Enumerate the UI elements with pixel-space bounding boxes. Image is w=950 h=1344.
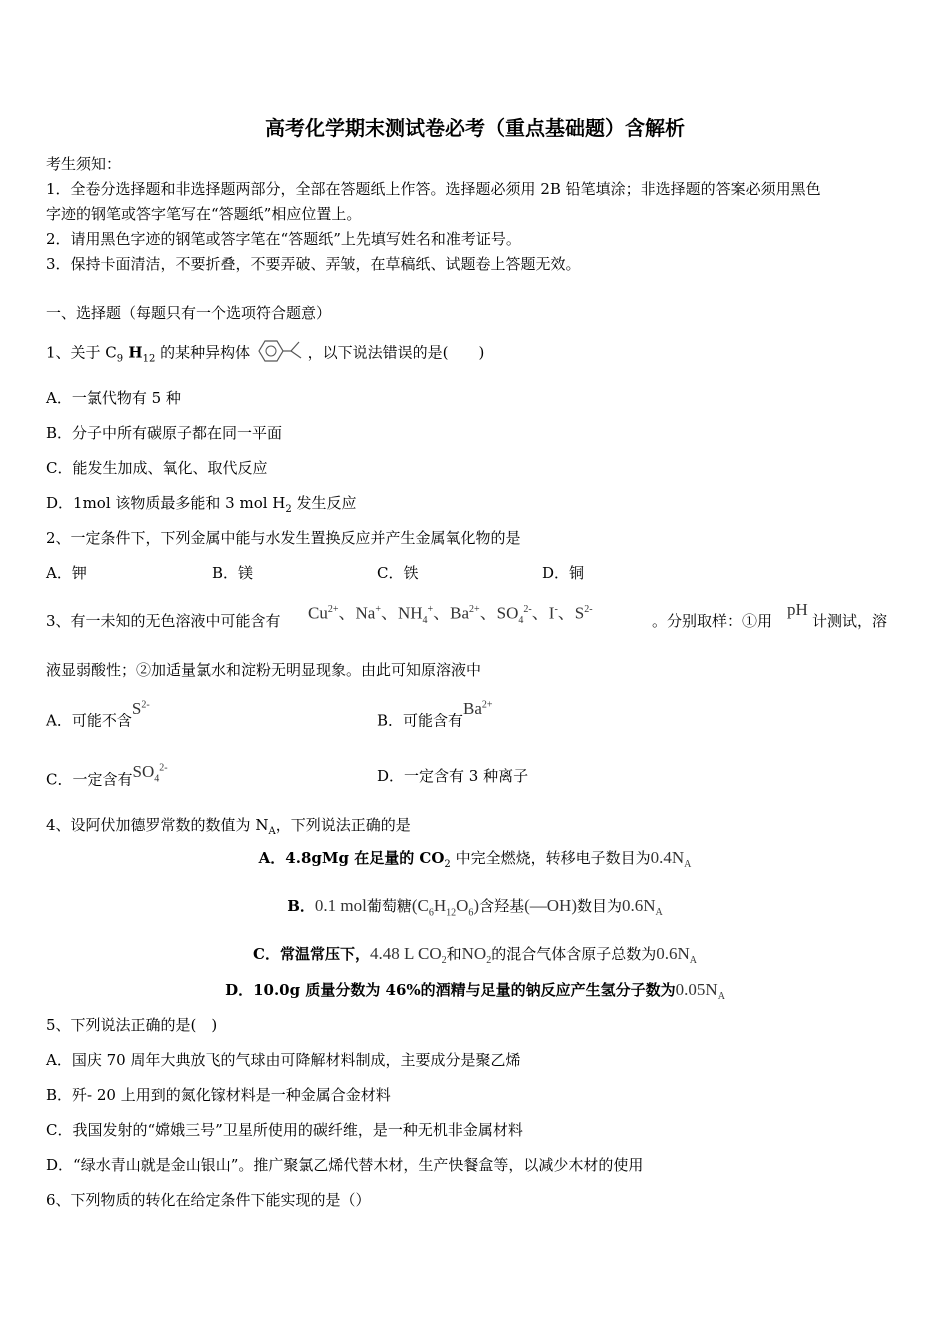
option-a: A．钾 <box>46 564 87 582</box>
option-c: C．常温常压下，4.48 L $CO_2$和$NO_2$的混合气体含原子总数为$0.6N_A$ <box>253 944 697 966</box>
option-d: D．10.0g 质量分数为 46%的酒精与足量的钠反应产生氢分子数为$0.05N_A$ <box>225 980 725 1002</box>
isopropylbenzene-structure-icon <box>255 336 303 371</box>
notice-item: 1．全卷分选择题和非选择题两部分，全部在答题纸上作答。选择题必须用 2B 铅笔填涂；非选择题的答案必须用黑色 <box>46 180 821 198</box>
option-a: A．一氯代物有 5 种 <box>46 389 181 407</box>
ion-list: $Cu^{2+}$、Na+、$NH_4^+$、$Ba^{2+}$、$SO_4^{2-}$、I-、$S^{2-}$ <box>308 603 593 627</box>
option-d: D．“绿水青山就是金山银山”。推广聚氯乙烯代替木材，生产快餐盒等，以减少木材的使用 <box>46 1156 644 1174</box>
question-3-stem: 3、有一未知的无色溶液中可能含有 $Cu^{2+}$、Na+、$NH_4^+$、$Ba^{2+}$、$SO_4^{2-}$、I-、$S^{2-}$ 。分别取样：①用 pH 计测试，溶 <box>46 600 888 630</box>
option-b: B．可能含有$Ba^{2+}$ <box>377 698 493 730</box>
question-6-stem: 6、下列物质的转化在给定条件下能实现的是（） <box>46 1191 371 1209</box>
option-c: C．铁 <box>377 564 419 582</box>
option-c: C．能发生加成、氧化、取代反应 <box>46 459 268 477</box>
notice-item: 2．请用黑色字迹的钢笔或答字笔在“答题纸”上先填写姓名和准考证号。 <box>46 230 521 248</box>
option-b: B．歼- 20 上用到的氮化镓材料是一种金属合金材料 <box>46 1086 391 1104</box>
notice-item: 3．保持卡面清洁，不要折叠，不要弄破、弄皱，在草稿纸、试题卷上答题无效。 <box>46 255 581 273</box>
option-b: B．镁 <box>212 564 254 582</box>
question-1-stem: 1、关于 $C_9$ $H_{12}$ 的某种异构体 ，以下说法错误的是( ) <box>46 336 484 371</box>
option-b: B．0.1 mol葡萄糖$(C_6H_{12}O_6)$含羟基(—OH)数目为$0.6N_A$ <box>287 896 663 919</box>
question-3-stem-cont: 液显弱酸性；②加适量氯水和淀粉无明显现象。由此可知原溶液中 <box>46 661 482 679</box>
notice-heading: 考生须知： <box>46 155 122 173</box>
option-a: A．国庆 70 周年大典放飞的气球由可降解材料制成，主要成分是聚乙烯 <box>46 1051 521 1069</box>
ph-symbol: pH <box>787 600 808 619</box>
notice-item: 字迹的钢笔或答字笔写在“答题纸”相应位置上。 <box>46 205 362 223</box>
question-5-stem: 5、下列说法正确的是( ) <box>46 1016 218 1034</box>
section-heading: 一、选择题（每题只有一个选项符合题意） <box>46 304 332 322</box>
option-d: D．一定含有 3 种离子 <box>377 767 529 785</box>
question-4-stem: 4、设阿伏加德罗常数的数值为 $N_A$，下列说法正确的是 <box>46 816 411 837</box>
option-d: D．1mol 该物质最多能和 3 mol $H_2$ 发生反应 <box>46 494 357 515</box>
option-b: B．分子中所有碳原子都在同一平面 <box>46 424 283 442</box>
question-2-stem: 2、一定条件下，下列金属中能与水发生置换反应并产生金属氧化物的是 <box>46 529 521 547</box>
option-c: C．一定含有$SO_4^{2-}$ <box>46 761 168 789</box>
page-title: 高考化学期末测试卷必考（重点基础题）含解析 <box>265 116 685 140</box>
option-a: A．可能不含$S^{2-}$ <box>46 698 150 730</box>
option-c: C．我国发射的“嫦娥三号”卫星所使用的碳纤维，是一种无机非金属材料 <box>46 1121 523 1139</box>
option-d: D．铜 <box>542 564 585 582</box>
option-a: A．4.8gMg 在足量的 $CO_2$ 中完全燃烧，转移电子数目为$0.4N_A$ <box>258 848 692 870</box>
